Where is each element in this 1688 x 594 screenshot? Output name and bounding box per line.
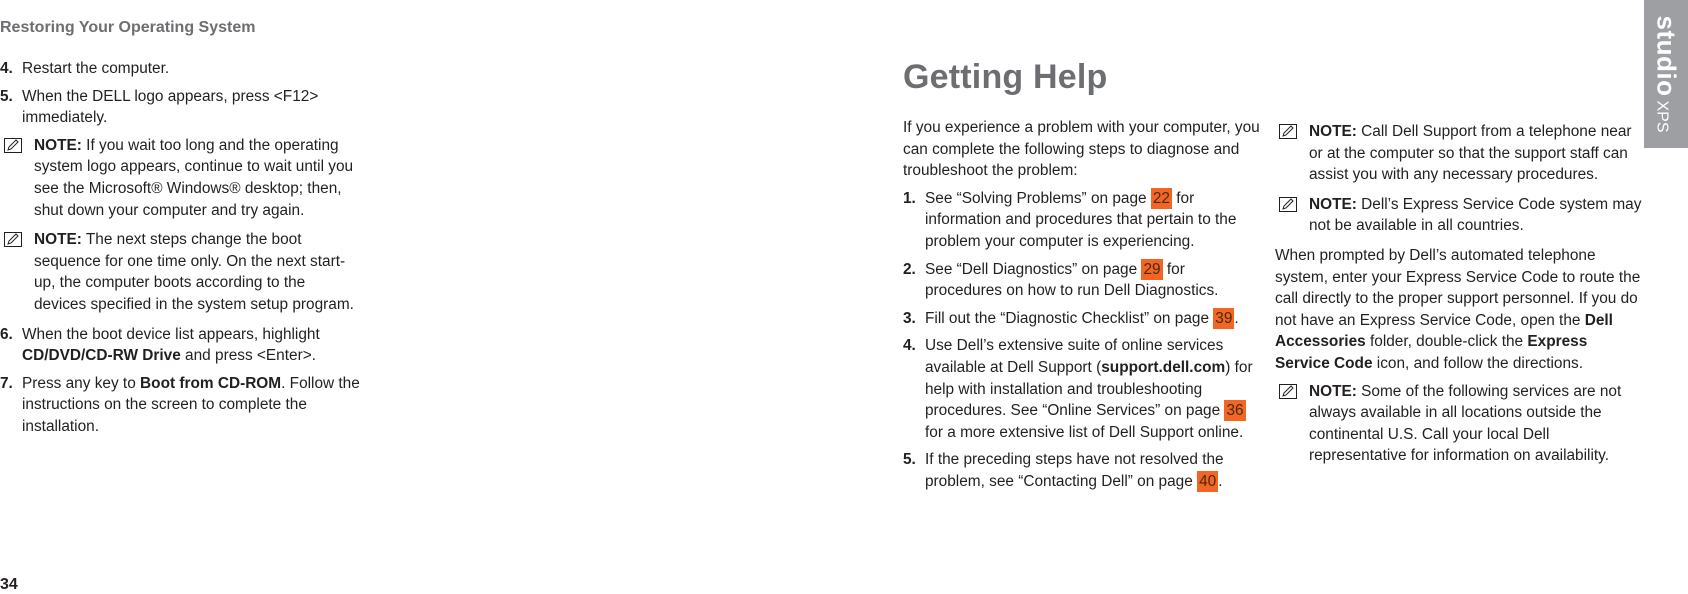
step-number: 4. — [0, 60, 13, 77]
help-step-3 — [903, 308, 1265, 330]
para-bold-text: Express Service Code — [1275, 333, 1588, 372]
note-pencil-icon — [1279, 384, 1297, 399]
step-text: and press <Enter>. — [180, 347, 316, 365]
note-text: Some of the following services are not always available in all locations outside the continental U.S. Call your local Dell representative for information on availability. — [1309, 382, 1622, 465]
step-text: When the DELL logo appears, press <F12> immediately. — [22, 87, 319, 127]
step-bold-text: Boot from CD-ROM — [140, 374, 282, 392]
step-text: for information and procedures that pertain to the problem your computer is experiencing. — [925, 189, 1237, 250]
page-ref-link[interactable]: 22 — [1152, 189, 1170, 207]
step-text: for procedures on how to run Dell Diagnostics. — [925, 260, 1219, 300]
step-text: ) for help with installation and troubleshooting procedures. See “Online Services” on page — [925, 358, 1253, 420]
step-4 — [0, 58, 360, 80]
note-pencil-icon — [1279, 197, 1297, 212]
step-text: See “Solving Problems” on page — [925, 189, 1151, 207]
help-steps-list — [903, 188, 1265, 493]
express-service-paragraph — [1275, 245, 1645, 375]
note-express-code — [1275, 194, 1645, 237]
para-bold-text: Dell Accessories — [1275, 311, 1613, 351]
step-bold-text: CD/DVD/CD-RW Drive — [22, 347, 181, 365]
note-availability — [1275, 381, 1645, 467]
para-text: folder, double-click the — [1365, 333, 1528, 351]
note-text: Dell’s Express Service Code system may not be available in all countries. — [1309, 195, 1642, 235]
steps-list-a — [0, 58, 360, 129]
page-ref-link[interactable]: 36 — [1226, 402, 1244, 420]
running-head: Restoring Your Operating System — [0, 19, 256, 36]
section-title: Getting Help — [903, 58, 1108, 96]
note-pencil-icon — [4, 232, 22, 247]
page-ref-link[interactable]: 29 — [1143, 260, 1161, 278]
step-text: See “Dell Diagnostics” on page — [925, 260, 1142, 278]
step-text: . — [1234, 309, 1239, 327]
note-label: NOTE: — [1309, 123, 1357, 140]
support-url-link[interactable]: support.dell.com — [1101, 358, 1226, 376]
note-label: NOTE: — [34, 231, 82, 249]
page-number: 34 — [0, 576, 18, 593]
step-number: 7. — [0, 374, 13, 392]
step-6 — [0, 324, 360, 367]
step-text: Use Dell’s extensive suite of online services available at Dell Support ( — [925, 337, 1224, 376]
help-step-2 — [903, 259, 1265, 302]
steps-list-b — [0, 324, 360, 438]
step-text: If the preceding steps have not resolved the problem, see “Contacting Dell” on page — [925, 451, 1224, 490]
brand-studio: studio — [1651, 15, 1682, 97]
step-text: Press any key to — [22, 374, 141, 392]
step-number: 3. — [903, 309, 916, 327]
note-label: NOTE: — [1309, 195, 1357, 213]
brand-side-tab — [1644, 0, 1688, 148]
step-text: . Follow the instructions on the screen to complete the installation. — [22, 374, 360, 435]
step-number: 1. — [903, 189, 916, 207]
left-column — [0, 58, 360, 444]
help-step-1 — [903, 188, 1265, 253]
note-text: If you wait too long and the operating system logo appears, continue to wait until you see the Microsoft® Windows® desktop; then, shut down your computer and try again. — [34, 136, 354, 219]
para-text: icon, and follow the directions. — [1372, 354, 1583, 372]
intro-paragraph: If you experience a problem with your computer, you can complete the following steps to diagnose and troubleshoot the problem: — [903, 119, 1260, 180]
getting-help-column-1 — [903, 117, 1265, 499]
note-text: Call Dell Support from a telephone near or at the computer so that the support staff can assist you with any necessary procedures. — [1309, 123, 1632, 184]
step-5 — [0, 86, 360, 129]
step-number: 5. — [0, 87, 13, 105]
note-pencil-icon — [1279, 124, 1297, 139]
step-number: 2. — [903, 260, 916, 278]
note-text: The next steps change the boot sequence for one time only. On the next start-up, the computer boots according to the devices specified in the system setup program. — [34, 231, 354, 313]
para-text: When prompted by Dell’s automated telephone system, enter your Express Service Code to route the call directly to the proper support personnel. If you do not have an Express Service Code, open the — [1275, 246, 1641, 329]
help-step-5 — [903, 449, 1265, 492]
studio-xps-logo — [1651, 15, 1682, 132]
step-7 — [0, 373, 360, 438]
note-label: NOTE: — [34, 136, 82, 154]
brand-xps: XPS — [1653, 100, 1671, 133]
help-step-4 — [903, 335, 1265, 443]
note-boot-sequence — [0, 229, 360, 315]
step-number: 5. — [903, 451, 916, 469]
step-number: 4. — [903, 337, 916, 355]
note-wait — [0, 135, 360, 221]
page-ref-link[interactable]: 40 — [1199, 472, 1217, 490]
note-pencil-icon — [4, 138, 22, 153]
page-ref-link[interactable]: 39 — [1215, 309, 1233, 327]
step-number: 6. — [0, 325, 13, 343]
step-text: for a more extensive list of Dell Support online. — [925, 423, 1244, 441]
getting-help-column-2 — [1275, 117, 1645, 475]
step-text: . — [1218, 472, 1223, 490]
note-call-support — [1275, 121, 1645, 186]
step-text: Restart the computer. — [22, 60, 170, 77]
note-label: NOTE: — [1309, 382, 1357, 400]
step-text: When the boot device list appears, highlight — [22, 325, 320, 343]
step-text: Fill out the “Diagnostic Checklist” on page — [925, 309, 1214, 327]
